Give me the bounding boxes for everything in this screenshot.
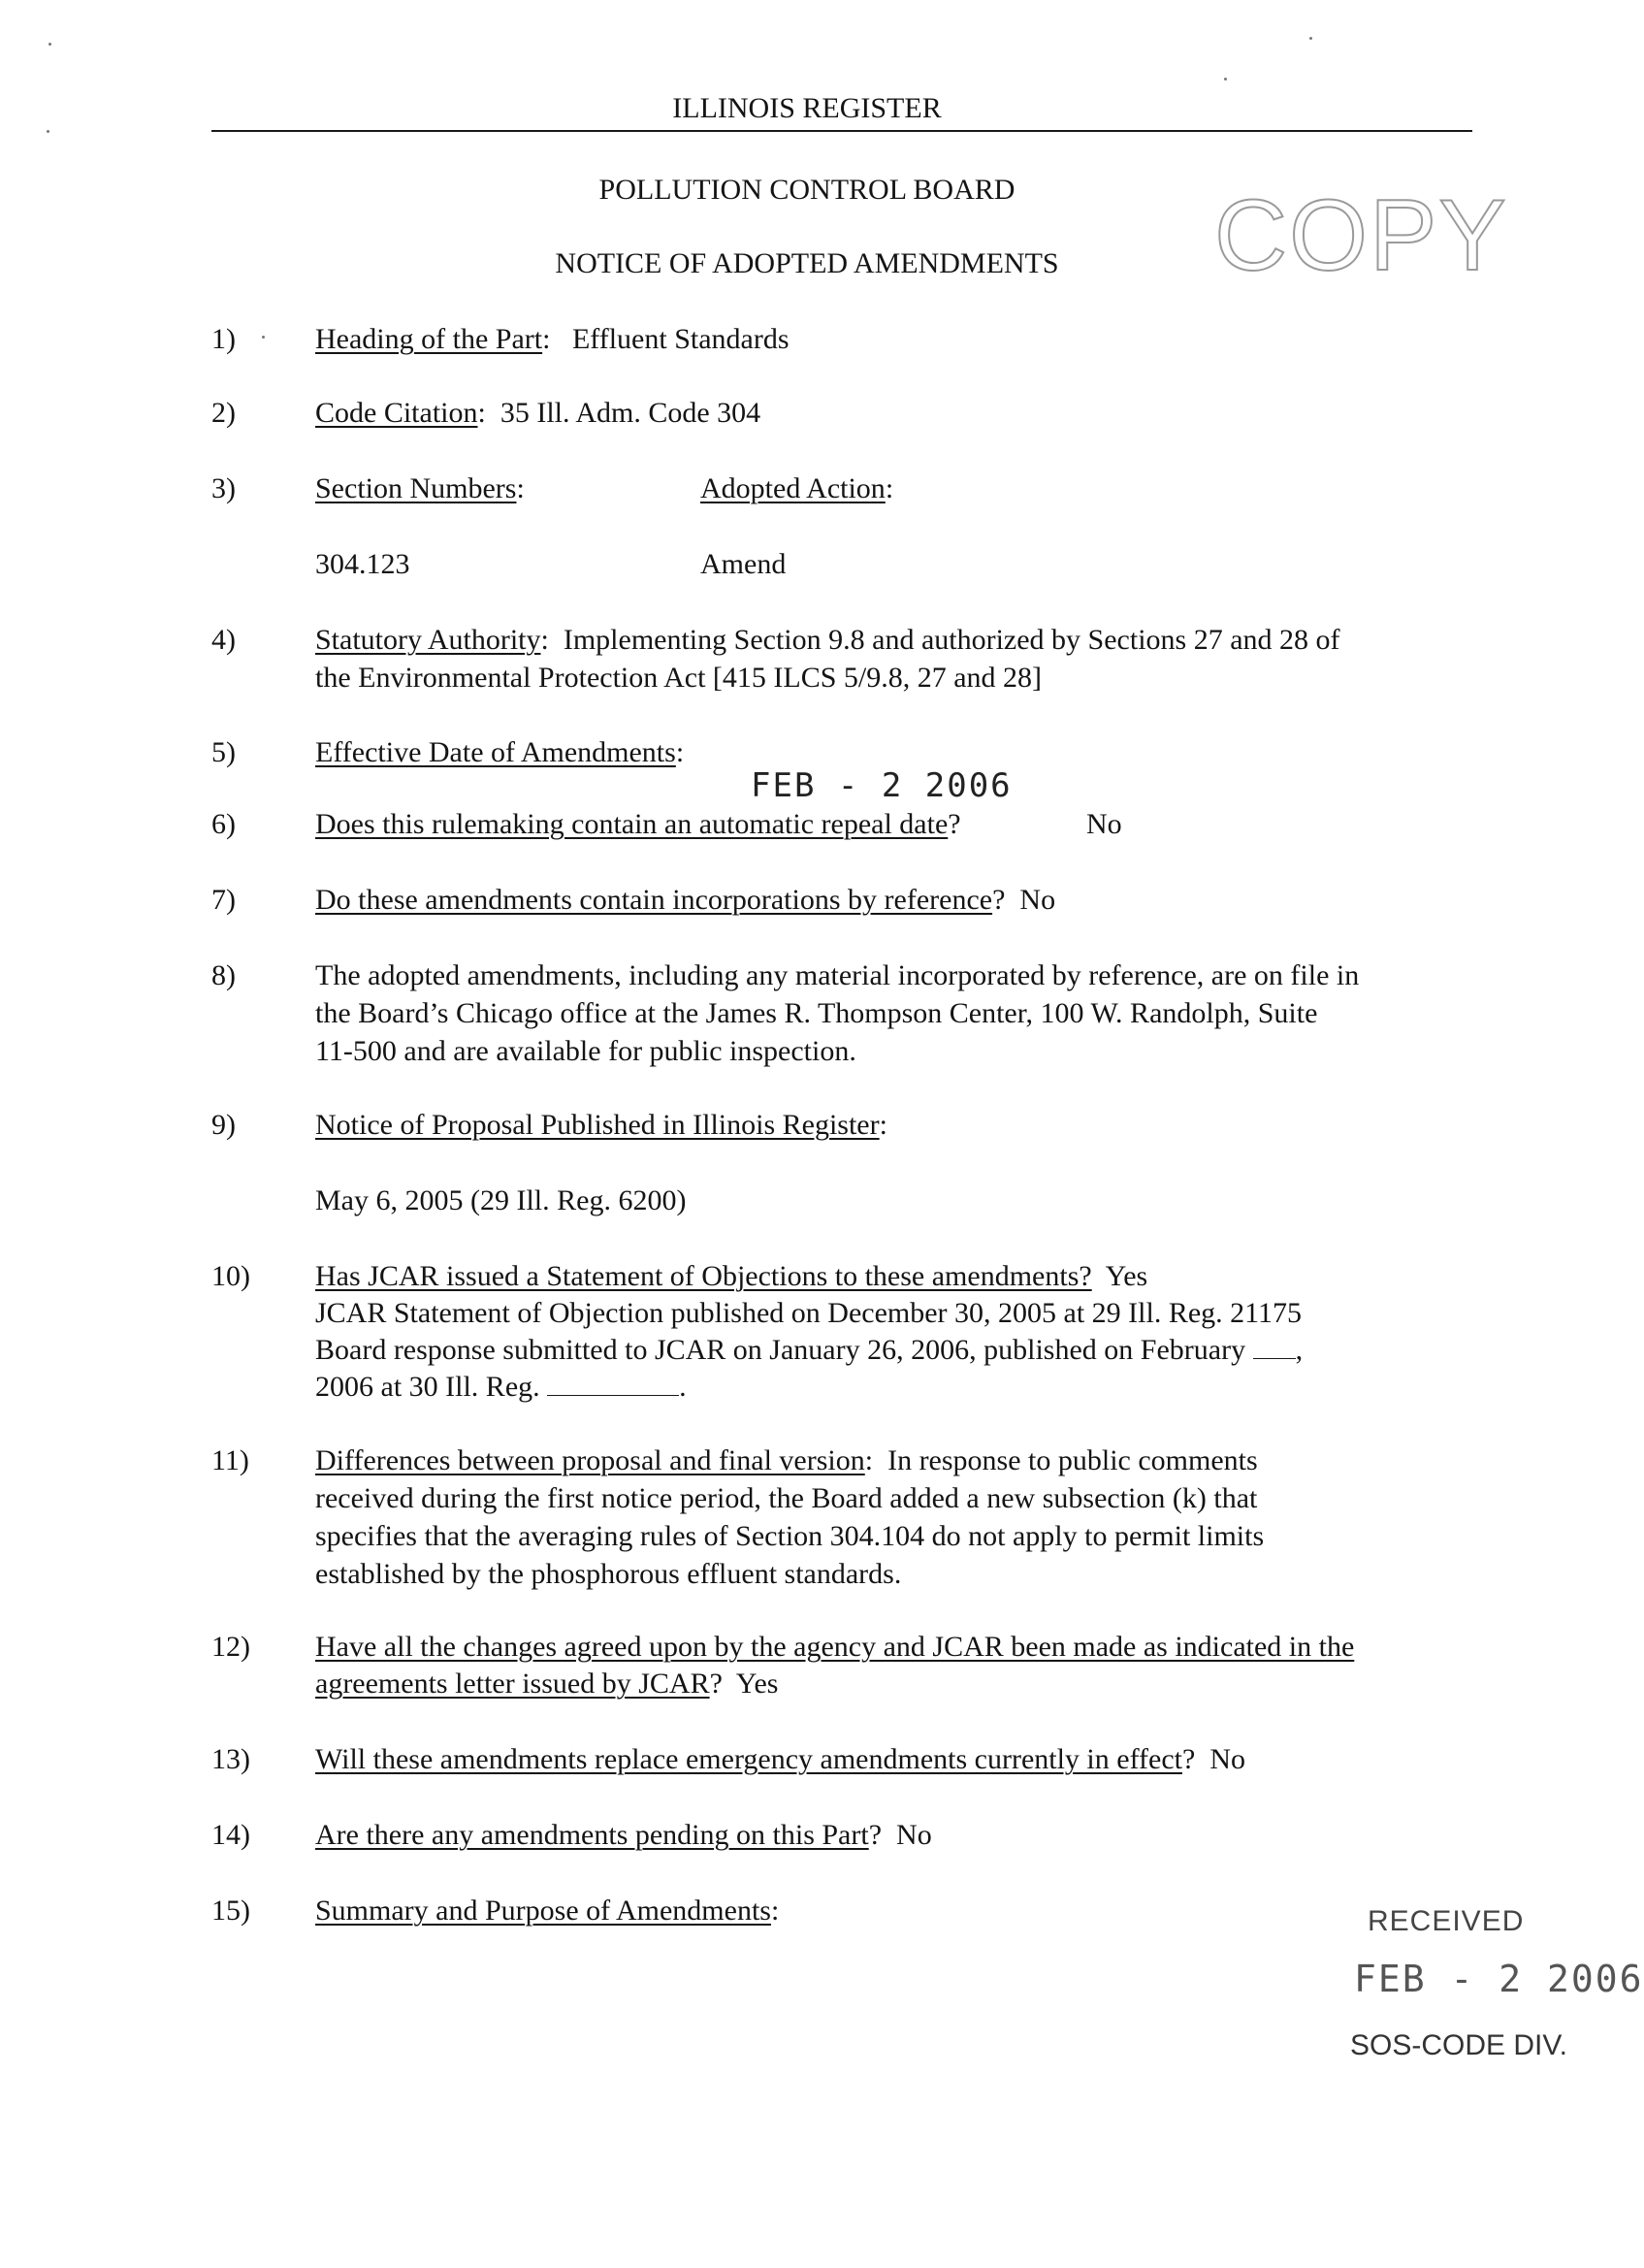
item-11-line-4: established by the phosphorous effluent standards.	[315, 1558, 902, 1590]
item-2-number: 2)	[211, 397, 236, 429]
item-10-line-3-comma: ,	[1295, 1334, 1304, 1366]
item-3-label: Section Numbers	[315, 472, 517, 504]
item-11-number: 11)	[211, 1444, 249, 1476]
item-3-label-wrap: Section Numbers:	[315, 472, 525, 504]
item-10-line-2: JCAR Statement of Objection published on December 30, 2005 at 29 Ill. Reg. 21175	[315, 1297, 1303, 1329]
item-3-section: 304.123	[315, 548, 410, 580]
item-8-line-2: the Board’s Chicago office at the James R. Thompson Center, 100 W. Randolph, Suite	[315, 997, 1318, 1029]
item-3-action: Amend	[700, 548, 787, 580]
item-11-line-3: specifies that the averaging rules of Section 304.104 do not apply to permit limits	[315, 1520, 1265, 1552]
item-9-label-wrap: Notice of Proposal Published in Illinois Register:	[315, 1109, 887, 1141]
scan-speck	[47, 130, 49, 133]
item-4-number: 4)	[211, 624, 236, 656]
item-14-question: Are there any amendments pending on this Part	[315, 1819, 869, 1851]
item-7: Do these amendments contain incorporations by reference? No	[315, 884, 1056, 916]
item-1-number: 1)	[211, 323, 236, 355]
item-14-answer: No	[896, 1819, 932, 1851]
notice-title: NOTICE OF ADOPTED AMENDMENTS	[555, 247, 1059, 279]
item-3-number: 3)	[211, 472, 236, 504]
item-1-label: Heading of the Part	[315, 323, 543, 355]
item-11-label: Differences between proposal and final version	[315, 1444, 865, 1476]
item-10-question: Has JCAR issued a Statement of Objections to these amendments?	[315, 1260, 1092, 1292]
item-10-line-3	[315, 1331, 1303, 1369]
scan-speck	[1224, 78, 1227, 81]
item-7-number: 7)	[211, 884, 236, 916]
item-12-line-1	[315, 1628, 1354, 1666]
header-rule	[211, 130, 1472, 132]
scan-speck	[48, 43, 51, 46]
scan-speck	[262, 336, 265, 339]
item-13: Will these amendments replace emergency amendments currently in effect? No	[315, 1743, 1245, 1775]
item-6: Does this rulemaking contain an automatic repeal date?	[315, 808, 961, 840]
item-6-question: Does this rulemaking contain an automatic repeal date	[315, 808, 949, 840]
item-10-line-4-text: 2006 at 30 Ill. Reg.	[315, 1371, 540, 1403]
item-9-value: May 6, 2005 (29 Ill. Reg. 6200)	[315, 1184, 687, 1216]
item-8-line-3: 11-500 and are available for public inspection.	[315, 1035, 856, 1067]
received-stamp-division: SOS-CODE DIV.	[1350, 2029, 1567, 2061]
item-12-question-1: Have all the changes agreed upon by the agency and JCAR been made as indicated in the	[315, 1631, 1355, 1663]
item-2-label: Code Citation	[315, 397, 478, 429]
item-9-number: 9)	[211, 1109, 236, 1141]
item-1: Heading of the Part: Effluent Standards	[315, 323, 790, 355]
item-13-question: Will these amendments replace emergency amendments currently in effect	[315, 1743, 1182, 1775]
item-10-number: 10)	[211, 1260, 250, 1292]
item-7-answer: No	[1019, 884, 1056, 916]
item-10-line-1	[315, 1257, 1147, 1295]
item-10-line-4	[315, 1368, 687, 1406]
item-15-label: Summary and Purpose of Amendments	[315, 1895, 771, 1927]
item-3-label2-wrap: Adopted Action:	[700, 472, 894, 504]
item-2: Code Citation: 35 Ill. Adm. Code 304	[315, 397, 761, 429]
register-title: ILLINOIS REGISTER	[672, 92, 942, 124]
item-10-line-3-text: Board response submitted to JCAR on January 26, 2006, published on February	[315, 1334, 1246, 1366]
item-14-number: 14)	[211, 1819, 250, 1851]
item-13-answer: No	[1209, 1743, 1245, 1775]
item-2-value: 35 Ill. Adm. Code 304	[500, 397, 761, 429]
item-4-label: Statutory Authority	[315, 624, 541, 656]
item-8-line-1: The adopted amendments, including any material incorporated by reference, are on file in	[315, 959, 1360, 991]
item-1-value: Effluent Standards	[571, 323, 790, 355]
february-day-blank	[1253, 1333, 1296, 1359]
item-12-answer: Yes	[735, 1668, 779, 1700]
item-5-label: Effective Date of Amendments	[315, 736, 676, 768]
item-3-label2: Adopted Action	[700, 472, 886, 504]
scan-speck	[1309, 37, 1312, 40]
item-9-label: Notice of Proposal Published in Illinois Register	[315, 1109, 880, 1141]
item-11-line-1: Differences between proposal and final version: In response to public comments	[315, 1444, 1258, 1476]
item-12-question-2: agreements letter issued by JCAR	[315, 1668, 710, 1700]
item-5-label-wrap: Effective Date of Amendments:	[315, 736, 685, 768]
register-page-blank	[547, 1370, 679, 1396]
received-stamp-date: FEB - 2 2006	[1354, 1958, 1644, 2000]
item-8-number: 8)	[211, 959, 236, 991]
item-6-number: 6)	[211, 808, 236, 840]
item-15-label-wrap: Summary and Purpose of Amendments:	[315, 1895, 780, 1927]
item-6-answer: No	[1086, 808, 1122, 840]
copy-stamp: COPY	[1214, 179, 1508, 292]
item-4-line-2: the Environmental Protection Act [415 ILCS 5/9.8, 27 and 28]	[315, 662, 1043, 694]
item-12-number: 12)	[211, 1631, 250, 1663]
item-15-number: 15)	[211, 1895, 250, 1927]
item-10-line-4-period: .	[679, 1371, 687, 1403]
item-14: Are there any amendments pending on this Part? No	[315, 1819, 932, 1851]
received-stamp-title: RECEIVED	[1368, 1905, 1525, 1937]
effective-date-stamp: FEB - 2 2006	[751, 766, 1013, 805]
item-11-line-2: received during the first notice period, the Board added a new subsection (k) that	[315, 1482, 1258, 1514]
item-11-text-1: In response to public comments	[887, 1444, 1258, 1476]
item-13-number: 13)	[211, 1743, 250, 1775]
item-7-question: Do these amendments contain incorporations by reference	[315, 884, 993, 916]
item-4-line-1: Statutory Authority: Implementing Section 9.8 and authorized by Sections 27 and 28 of	[315, 624, 1340, 656]
board-title: POLLUTION CONTROL BOARD	[598, 174, 1015, 206]
item-10-answer: Yes	[1105, 1260, 1148, 1292]
item-5-number: 5)	[211, 736, 236, 768]
item-4-text-1: Implementing Section 9.8 and authorized by Sections 27 and 28 of	[563, 624, 1340, 656]
item-12-line-2: agreements letter issued by JCAR? Yes	[315, 1668, 779, 1700]
